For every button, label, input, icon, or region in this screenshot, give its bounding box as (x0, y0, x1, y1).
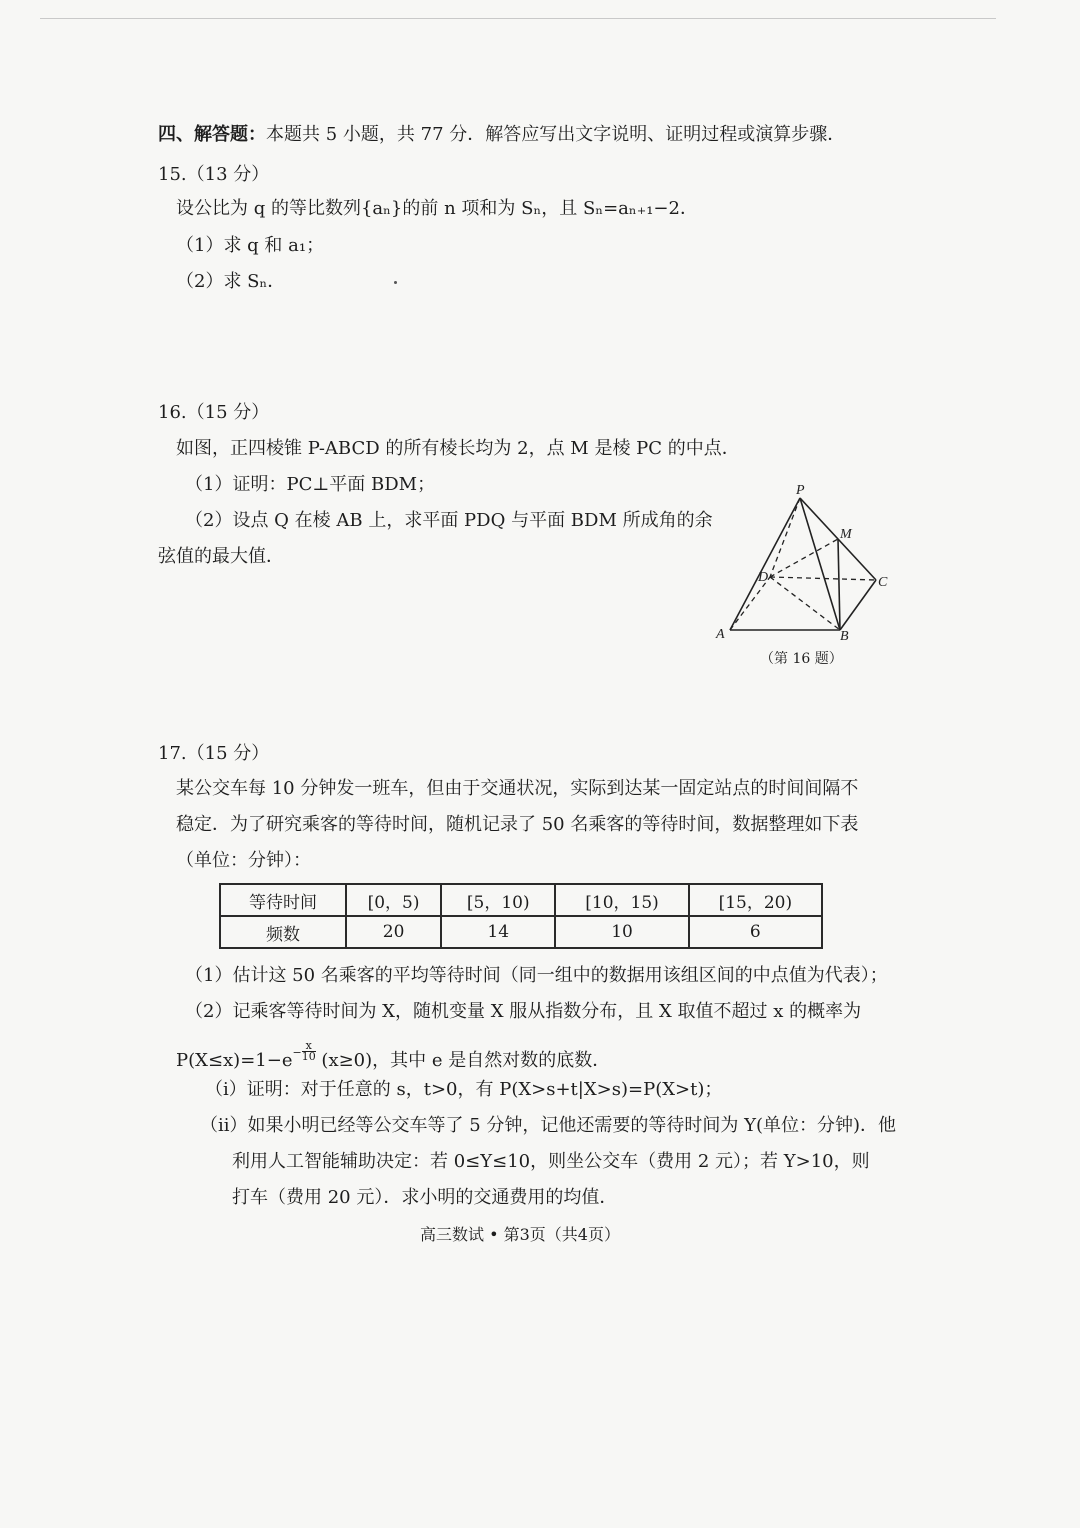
q17-sub-i: （i）证明：对于任意的 s，t>0，有 P(X>s+t|X>s)=P(X>t)； (205, 1079, 723, 1100)
page-footer: 高三数试 • 第3页（共4页） (420, 1225, 620, 1244)
formula-exp-sign: − (292, 1046, 302, 1059)
table-cell: 10 (555, 916, 688, 948)
q17-part2-line1: （2）记乘客等待时间为 X，随机变量 X 服从指数分布，且 X 取值不超过 x 的概率为 (185, 1001, 862, 1022)
q16-part2-line2: 弦值的最大值． (158, 546, 284, 567)
label-P: P (796, 483, 805, 498)
fraction-denominator: 10 (301, 1050, 316, 1063)
q17-sub-ii-line3: 打车（费用 20 元）．求小明的交通费用的均值． (232, 1187, 618, 1208)
fraction-numerator: x (305, 1039, 312, 1052)
edge-DM (770, 539, 838, 577)
top-border-line (40, 18, 996, 19)
q17-stem-line3: （单位：分钟）： (176, 850, 311, 871)
q17-number: 17.（15 分） (158, 743, 270, 764)
section-instructions: 本题共 5 小题，共 77 分．解答应写出文字说明、证明过程或演算步骤． (266, 124, 846, 145)
label-A: A (716, 627, 725, 642)
q17-sub-ii-line1: （ii）如果小明已经等公交车等了 5 分钟，记他还需要的等待时间为 Y(单位：分钟)．他 (200, 1115, 897, 1136)
table-cell: 6 (689, 916, 822, 948)
formula-fraction (302, 1041, 316, 1062)
section-header (158, 122, 845, 148)
q16-stem: 如图，正四棱锥 P-ABCD 的所有棱长均为 2，点 M 是棱 PC 的中点． (176, 438, 740, 459)
table-row (220, 884, 822, 916)
label-B: B (840, 629, 849, 644)
q15-number: 15.（13 分） (158, 164, 270, 185)
q16-part1: （1）证明：PC⊥平面 BDM； (185, 474, 436, 495)
table-cell: [5，10) (441, 884, 555, 916)
table-cell: [10，15) (555, 884, 688, 916)
scan-speck (394, 281, 397, 284)
formula-rest: (x≥0)，其中 e 是自然对数的底数． (315, 1050, 611, 1071)
frequency-table (219, 883, 823, 949)
q15-part1: （1）求 q 和 a₁； (176, 235, 325, 256)
label-C: C (878, 575, 888, 590)
table-cell: 20 (346, 916, 441, 948)
q16-number: 16.（15 分） (158, 402, 270, 423)
label-D: D (758, 570, 769, 585)
q15-stem: 设公比为 q 的等比数列{aₙ}的前 n 项和为 Sₙ，且 Sₙ=aₙ₊₁−2． (176, 198, 698, 219)
q15-part2: （2）求 Sₙ． (176, 271, 286, 292)
label-M: M (840, 527, 852, 542)
table-cell: 频数 (220, 916, 346, 948)
q17-stem-line1: 某公交车每 10 分钟发一班车，但由于交通状况，实际到达某一固定站点的时间间隔不 (176, 778, 859, 799)
q17-sub-ii-line2: 利用人工智能辅助决定：若 0≤Y≤10，则坐公交车（费用 2 元）；若 Y>10，则 (232, 1151, 870, 1172)
q17-stem-line2: 稳定．为了研究乘客的等待时间，随机记录了 50 名乘客的等待时间，数据整理如下表 (176, 814, 859, 835)
table-cell: 14 (441, 916, 555, 948)
table-cell: [15，20) (689, 884, 822, 916)
q17-formula (176, 1040, 610, 1074)
edge-PA (730, 498, 800, 630)
section-heading: 四、解答题： (158, 124, 266, 145)
table-cell: 等待时间 (220, 884, 346, 916)
edge-DB (770, 577, 840, 630)
edge-DC (770, 577, 876, 580)
pyramid-figure (708, 480, 898, 670)
table-row (220, 916, 822, 948)
q16-part2-line1: （2）设点 Q 在棱 AB 上，求平面 PDQ 与平面 BDM 所成角的余 (185, 510, 713, 531)
edge-BC (840, 580, 876, 630)
table-cell: [0，5) (346, 884, 441, 916)
edge-BM (838, 539, 840, 630)
edge-PD (770, 498, 800, 577)
figure-caption: （第 16 题） (760, 651, 843, 667)
edge-PB (800, 498, 840, 630)
q17-part1: （1）估计这 50 名乘客的平均等待时间（同一组中的数据用该组区间的中点值为代表）； (185, 965, 888, 986)
formula-base: P(X≤x)=1−e (176, 1050, 293, 1071)
